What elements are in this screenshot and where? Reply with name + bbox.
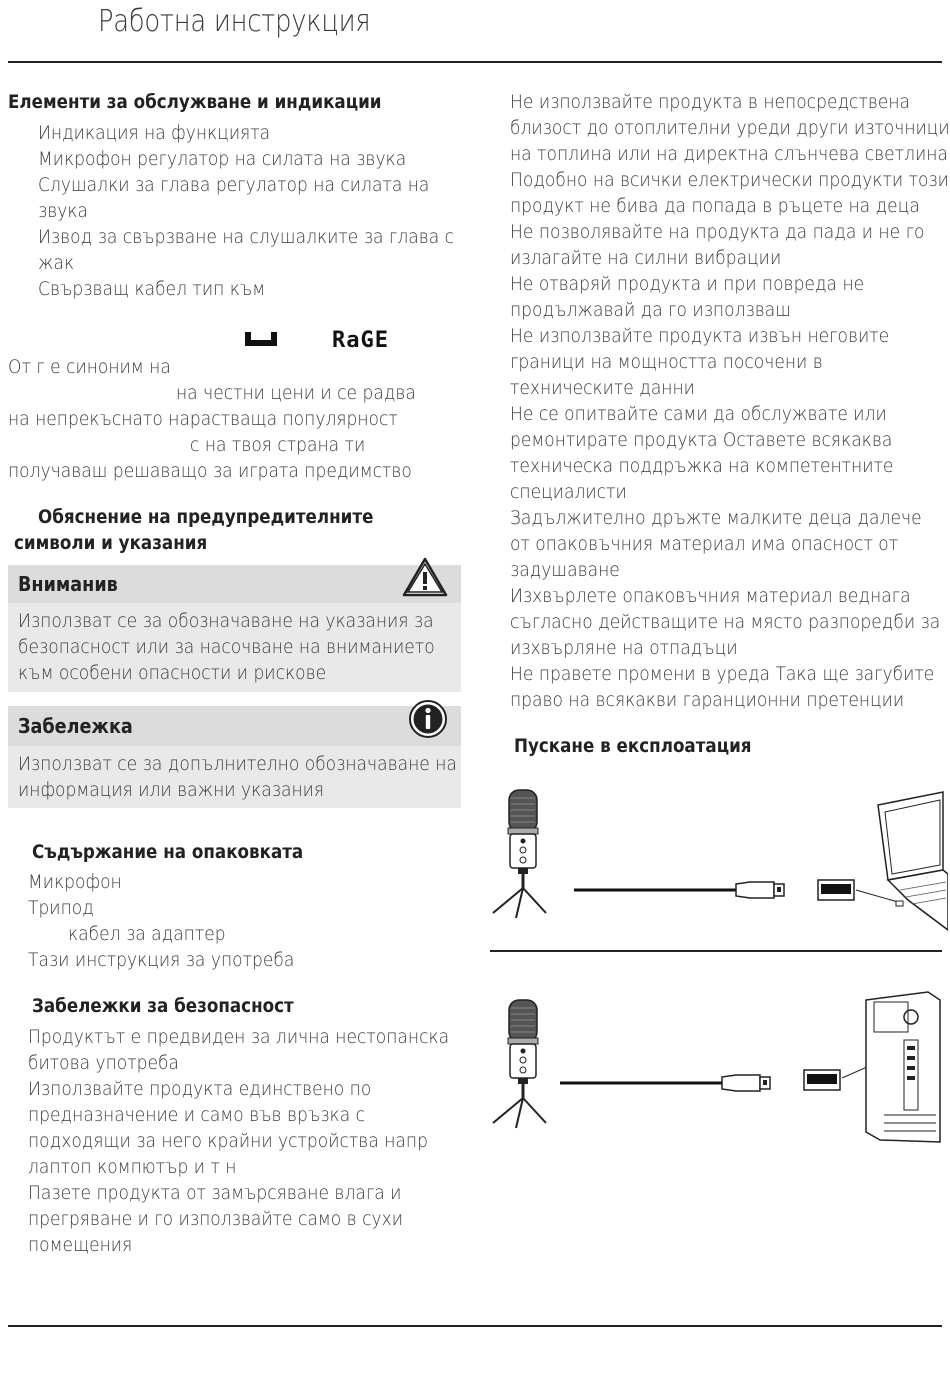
controls-item: жак xyxy=(38,252,75,274)
controls-heading: Елементи за обслужване и индикации xyxy=(8,91,382,113)
mic-to-laptop-illustration xyxy=(488,780,948,940)
safety-line: техническа поддръжка на компетентните xyxy=(510,455,894,477)
safety-line: близост до отоплителни уреди други източници xyxy=(510,117,950,139)
safety-line: Не се опитвайте сами да обслужвате или xyxy=(510,403,887,425)
safety-line: подходящи за него крайни устройства напр xyxy=(28,1130,428,1152)
safety-line: техническите данни xyxy=(510,377,695,399)
intro-line: с на твоя страна ти xyxy=(190,434,366,456)
safety-line: предназначение и само във връзка с xyxy=(28,1104,366,1126)
page-title: Работна инструкция xyxy=(98,4,371,39)
safety-line: Продуктът е предвиден за лична нестопанска xyxy=(28,1026,450,1048)
intro-line: От г е синоним на xyxy=(8,356,171,378)
package-item: Тази инструкция за употреба xyxy=(28,949,295,971)
controls-item: Извод за свързване на слушалките за глава с xyxy=(38,226,455,248)
safety-line: ремонтирате продукта Оставете всякаква xyxy=(510,429,893,451)
safety-line: битова употреба xyxy=(28,1052,179,1074)
safety-line: изхвърляне на отпадъци xyxy=(510,637,738,659)
safety-line: продукт не бива да попада в ръцете на деца xyxy=(510,195,920,217)
info-circle-icon xyxy=(408,699,448,739)
package-item: Микрофон xyxy=(28,871,122,893)
safety-line: Пазете продукта от замърсяване влага и xyxy=(28,1182,402,1204)
safety-line: Използвайте продукта единствено по xyxy=(28,1078,372,1100)
safety-line: специалисти xyxy=(510,481,627,503)
safety-line: Не използвайте продукта в непосредствена xyxy=(510,91,911,113)
header-rule xyxy=(8,61,942,63)
safety-line: на топлина или на директна слънчева светлина xyxy=(510,143,948,165)
symbols-heading-cont: символи и указания xyxy=(14,532,208,554)
warning-line: към особени опасности и рискове xyxy=(18,662,327,684)
safety-line: Подобно на всички електрически продукти този xyxy=(510,169,949,191)
safety-line: съгласно действащите на място разпоредби за xyxy=(510,611,941,633)
safety-line: лаптоп компютър и т н xyxy=(28,1156,237,1178)
safety-line: прегряване и го използвайте само в сухи xyxy=(28,1208,404,1230)
note-line: Използват се за допълнително обозначаване на xyxy=(18,753,457,775)
warning-body xyxy=(8,603,461,692)
footer-rule xyxy=(8,1325,942,1327)
controls-item: Слушалки за глава регулатор на силата на xyxy=(38,174,430,196)
safety-line: Задължително дръжте малките деца далече xyxy=(510,507,922,529)
safety-line: Не позволявайте на продукта да пада и не го xyxy=(510,221,925,243)
safety-line: излагайте на силни вибрации xyxy=(510,247,782,269)
safety-heading: Забележки за безопасност xyxy=(32,995,294,1017)
safety-line: право на всякакви гаранционни претенции xyxy=(510,689,905,711)
illustration-divider xyxy=(490,950,942,952)
package-item: Трипод xyxy=(28,897,94,919)
controls-item: Микрофон регулатор на силата на звука xyxy=(38,148,407,170)
note-body xyxy=(8,746,461,808)
safety-line: от опаковъчния материал има опасност от xyxy=(510,533,899,555)
intro-line: на честни цени и се радва xyxy=(176,382,416,404)
safety-line: граници на мощността посочени в xyxy=(510,351,823,373)
brand-logo-left xyxy=(243,330,283,350)
warning-box xyxy=(8,565,461,692)
intro-line: на непрекъснато нарастваща популярност xyxy=(8,408,398,430)
operation-heading: Пускане в експлоатация xyxy=(514,735,752,757)
safety-line: Изхвърлете опаковъчния материал веднага xyxy=(510,585,911,607)
safety-line: задушаване xyxy=(510,559,620,581)
brand-logo-right: RaGE xyxy=(332,328,389,353)
controls-item: Индикация на функцията xyxy=(38,122,271,144)
note-box xyxy=(8,706,461,808)
safety-line: Не използвайте продукта извън неговите xyxy=(510,325,890,347)
safety-line: продължавай да го използваш xyxy=(510,299,791,321)
warning-triangle-icon xyxy=(402,557,448,597)
intro-line: получаваш решаващо за играта предимство xyxy=(8,460,412,482)
note-title: Забележка xyxy=(18,714,133,738)
mic-to-desktop-illustration xyxy=(488,990,948,1150)
safety-line: Не отваряй продукта и при повреда не xyxy=(510,273,865,295)
note-line: информация или важни указания xyxy=(18,779,325,801)
warning-line: безопасност или за насочване на вниманието xyxy=(18,636,435,658)
warning-title: Вниманив xyxy=(18,572,118,596)
controls-item: Свързващ кабел тип към xyxy=(38,278,266,300)
symbols-heading: Обяснение на предупредителните xyxy=(38,506,374,528)
warning-line: Използват се за обозначаване на указания за xyxy=(18,610,434,632)
safety-line: помещения xyxy=(28,1234,133,1256)
safety-line: Не правете промени в уреда Така ще загубите xyxy=(510,663,935,685)
package-heading: Съдържание на опаковката xyxy=(32,841,304,863)
package-item: кабел за адаптер xyxy=(68,923,226,945)
controls-item: звука xyxy=(38,200,89,222)
